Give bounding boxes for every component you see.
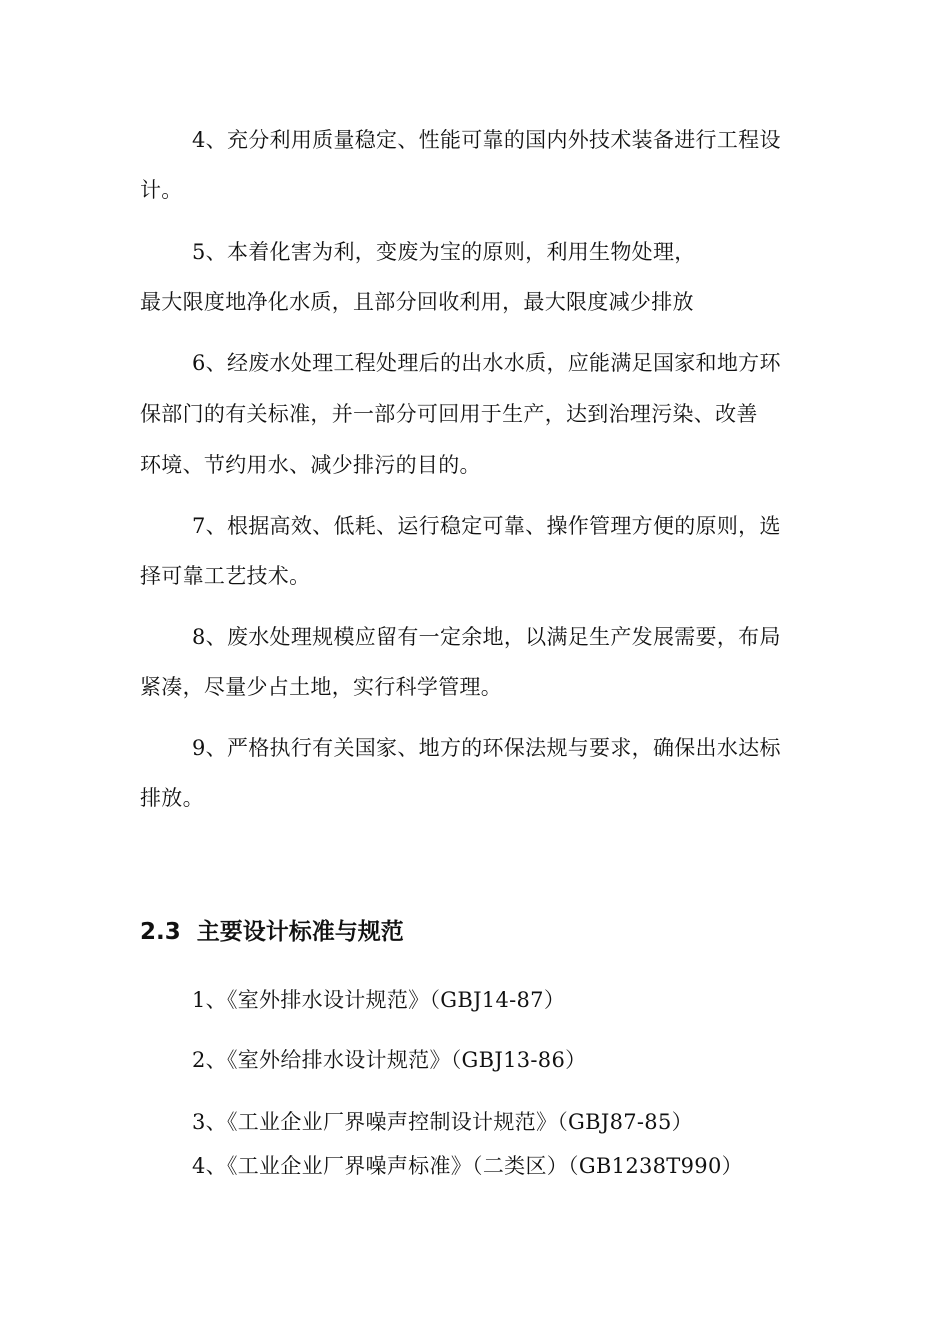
standard-item: 2、《室外给排水设计规范》（GBJ13-86） [192, 1048, 587, 1072]
paragraph-line: 计。 [140, 178, 183, 202]
section-title: 主要设计标准与规范 [196, 919, 404, 945]
standard-item: 3、《工业企业厂界噪声控制设计规范》（GBJ87-85） [192, 1110, 693, 1134]
standard-item: 4、《工业企业厂界噪声标准》（二类区）（GB1238T990） [192, 1154, 743, 1178]
paragraph-line: 紧凑，尽量少占土地，实行科学管理。 [140, 675, 503, 699]
paragraph-line: 排放。 [140, 786, 204, 810]
paragraph-line: 择可靠工艺技术。 [140, 564, 311, 588]
paragraph-line: 4、充分利用质量稳定、性能可靠的国内外技术装备进行工程设 [192, 128, 781, 152]
paragraph-line: 6、经废水处理工程处理后的出水水质，应能满足国家和地方环 [192, 351, 781, 375]
paragraph-line: 5、本着化害为利，变废为宝的原则，利用生物处理， [192, 240, 696, 264]
section-number: 2.3 [140, 919, 181, 945]
paragraph-line: 最大限度地净化水质，且部分回收利用，最大限度减少排放 [140, 290, 694, 314]
section-heading [140, 916, 404, 948]
standard-item: 1、《室外排水设计规范》（GBJ14-87） [192, 988, 566, 1012]
paragraph-line: 保部门的有关标准，并一部分可回用于生产，达到治理污染、改善 [140, 402, 758, 426]
paragraph-line: 9、严格执行有关国家、地方的环保法规与要求，确保出水达标 [192, 736, 781, 760]
paragraph-line: 环境、节约用水、减少排污的目的。 [140, 453, 481, 477]
paragraph-line: 7、根据高效、低耗、运行稳定可靠、操作管理方便的原则，选 [192, 514, 781, 538]
paragraph-line: 8、废水处理规模应留有一定余地，以满足生产发展需要，布局 [192, 625, 781, 649]
